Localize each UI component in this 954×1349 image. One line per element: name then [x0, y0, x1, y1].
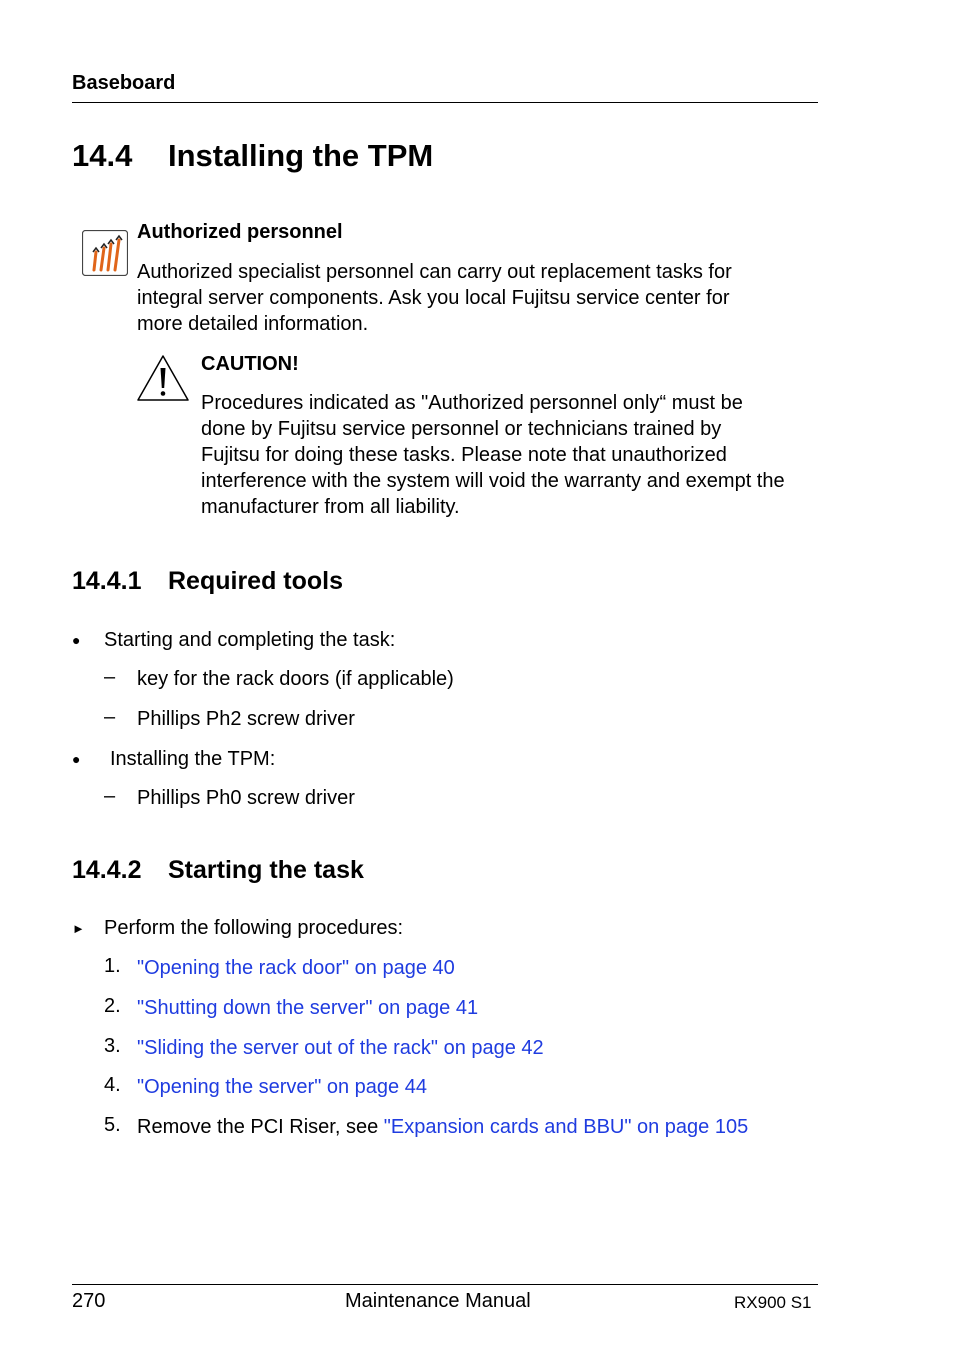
header-rule	[72, 102, 818, 103]
caution-line: interference with the system will void the warranty and exempt the	[201, 470, 785, 492]
bullet-icon: ●	[72, 751, 81, 767]
caution-line: done by Fujitsu service personnel or technicians trained by	[201, 418, 722, 440]
page-title	[72, 138, 433, 174]
section-heading-required-tools	[72, 567, 343, 596]
dash-icon: –	[104, 666, 116, 688]
footer-rule	[72, 1284, 818, 1285]
link-opening-server[interactable]: "Opening the server" on page 44	[137, 1076, 427, 1098]
authorized-heading: Authorized personnel	[137, 221, 343, 243]
list-item: Phillips Ph0 screw driver	[137, 787, 355, 809]
step-number: 3.	[104, 1035, 121, 1057]
warning-triangle-icon	[136, 354, 190, 404]
section-number: 14.4.1	[72, 567, 142, 595]
link-expansion-cards-bbu[interactable]: "Expansion cards and BBU" on page 105	[383, 1116, 749, 1138]
step-prefix: Remove the PCI Riser, see	[137, 1116, 384, 1138]
title-number: 14.4	[72, 138, 133, 173]
caution-text	[201, 390, 785, 520]
authorized-text	[137, 259, 732, 337]
step-number: 1.	[104, 955, 121, 977]
step-number: 4.	[104, 1074, 121, 1096]
title-text: Installing the TPM	[168, 138, 434, 173]
wrench-tools-icon	[82, 230, 128, 276]
authorized-line: integral server components. Ask you local Fujitsu service center for	[137, 287, 730, 309]
step-text	[137, 1114, 748, 1140]
caution-line: Procedures indicated as "Authorized personnel only“ must be	[201, 392, 743, 414]
link-sliding-server-out[interactable]: "Sliding the server out of the rack" on page 42	[137, 1037, 544, 1059]
step-number: 5.	[104, 1114, 121, 1136]
caution-line: Fujitsu for doing these tasks. Please note that unauthorized	[201, 444, 727, 466]
step-number: 2.	[104, 995, 121, 1017]
dash-icon: –	[104, 706, 116, 728]
caution-heading: CAUTION!	[201, 353, 299, 375]
page-number: 270	[72, 1290, 106, 1312]
authorized-line: Authorized specialist personnel can carry out replacement tasks for	[137, 261, 732, 283]
arrow-right-icon: ►	[72, 921, 85, 936]
list-item: Starting and completing the task:	[104, 629, 396, 651]
running-header: Baseboard	[72, 72, 176, 94]
bullet-icon: ●	[72, 632, 81, 648]
list-item: Phillips Ph2 screw driver	[137, 708, 355, 730]
authorized-line: more detailed information.	[137, 313, 369, 335]
instruction-text: Perform the following procedures:	[104, 917, 404, 939]
list-item: Installing the TPM:	[110, 748, 276, 770]
dash-icon: –	[104, 785, 116, 807]
link-opening-rack-door[interactable]: "Opening the rack door" on page 40	[137, 957, 455, 979]
caution-line: manufacturer from all liability.	[201, 496, 460, 518]
section-title: Starting the task	[168, 856, 364, 884]
link-shutting-down-server[interactable]: "Shutting down the server" on page 41	[137, 997, 479, 1019]
list-item: key for the rack doors (if applicable)	[137, 668, 454, 690]
section-title: Required tools	[168, 567, 344, 595]
manual-title: Maintenance Manual	[345, 1290, 531, 1312]
section-heading-starting-task	[72, 856, 364, 885]
model-name: RX900 S1	[734, 1293, 812, 1312]
section-number: 14.4.2	[72, 856, 142, 884]
